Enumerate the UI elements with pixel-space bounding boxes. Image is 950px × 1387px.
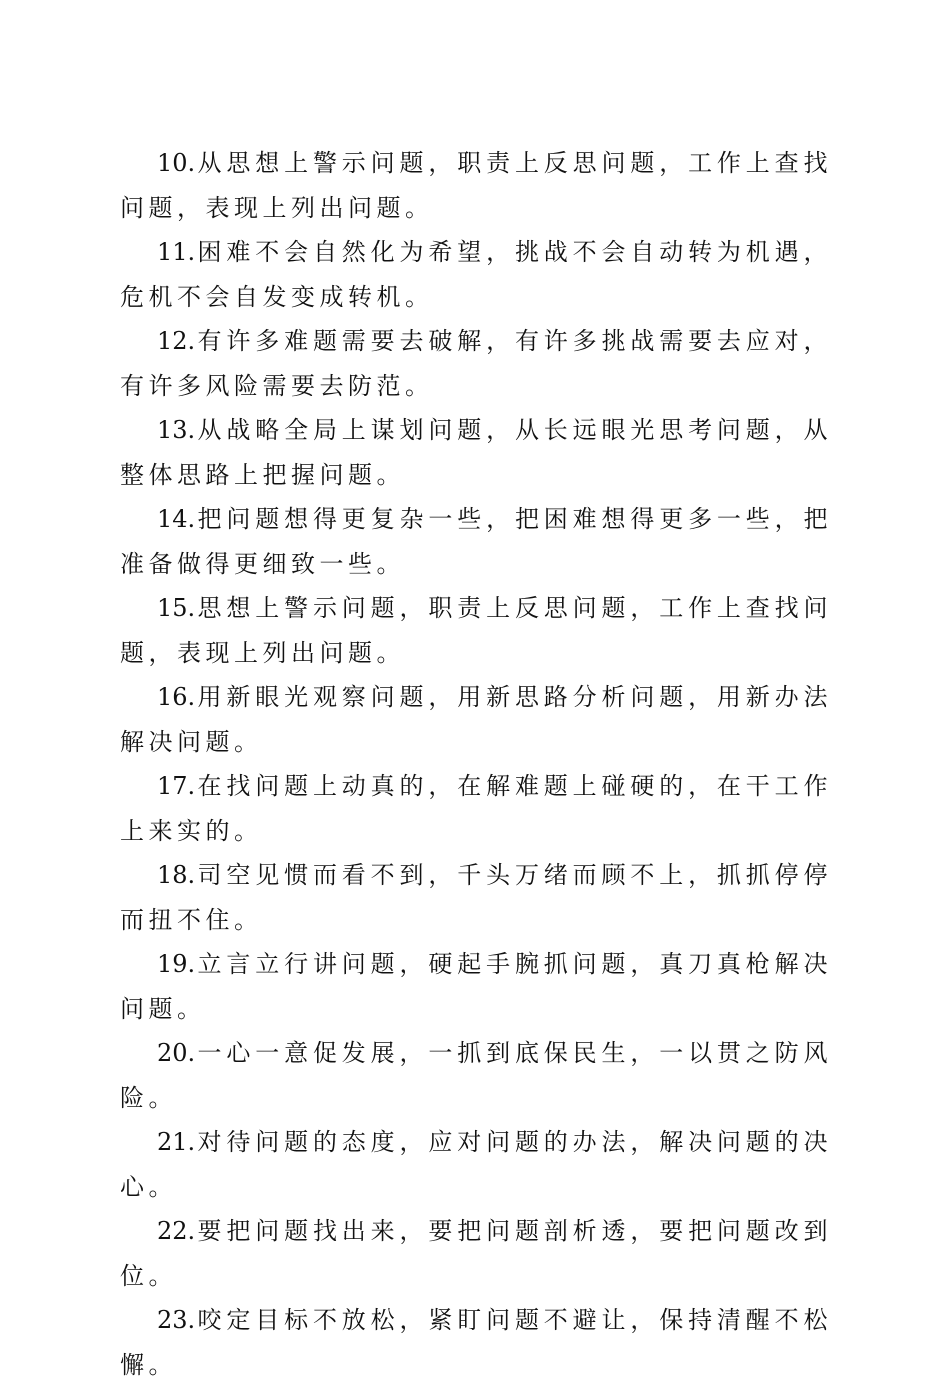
item-number: 13. — [157, 416, 196, 444]
item-text: 司空见惯而看不到，千头万绪而顾不上，抓抓停停而扭不住。 — [120, 861, 832, 934]
list-item — [120, 675, 832, 764]
item-number: 23. — [157, 1306, 196, 1334]
list-item — [120, 497, 832, 586]
list-item — [120, 319, 832, 408]
list-item — [120, 141, 832, 230]
item-text: 在找问题上动真的，在解难题上碰硬的，在干工作上来实的。 — [120, 772, 832, 845]
item-number: 20. — [157, 1039, 196, 1067]
item-number: 19. — [157, 950, 196, 978]
list-item — [120, 1120, 832, 1209]
item-number: 15. — [157, 594, 196, 622]
item-number: 22. — [157, 1217, 196, 1245]
list-item — [120, 230, 832, 319]
item-text: 咬定目标不放松，紧盯问题不避让，保持清醒不松懈。 — [120, 1306, 832, 1379]
item-text: 一心一意促发展，一抓到底保民生，一以贯之防风险。 — [120, 1039, 832, 1112]
item-text: 把问题想得更复杂一些，把困难想得更多一些，把准备做得更细致一些。 — [120, 505, 832, 578]
item-text: 从战略全局上谋划问题，从长远眼光思考问题，从整体思路上把握问题。 — [120, 416, 832, 489]
item-number: 17. — [157, 772, 196, 800]
list-item — [120, 1298, 832, 1387]
item-text: 有许多难题需要去破解，有许多挑战需要去应对，有许多风险需要去防范。 — [120, 327, 832, 400]
list-item — [120, 764, 832, 853]
item-text: 立言立行讲问题，硬起手腕抓问题，真刀真枪解决问题。 — [120, 950, 832, 1023]
item-text: 困难不会自然化为希望，挑战不会自动转为机遇，危机不会自发变成转机。 — [120, 238, 832, 311]
list-item — [120, 1209, 832, 1298]
item-text: 思想上警示问题，职责上反思问题，工作上查找问题，表现上列出问题。 — [120, 594, 832, 667]
list-item — [120, 408, 832, 497]
item-number: 18. — [157, 861, 196, 889]
list-item — [120, 586, 832, 675]
item-number: 12. — [157, 327, 196, 355]
item-number: 21. — [157, 1128, 196, 1156]
numbered-list — [120, 141, 832, 1387]
list-item — [120, 1031, 832, 1120]
list-item — [120, 942, 832, 1031]
list-item — [120, 853, 832, 942]
item-number: 11. — [157, 238, 196, 266]
item-text: 用新眼光观察问题，用新思路分析问题，用新办法解决问题。 — [120, 683, 832, 756]
item-text: 对待问题的态度，应对问题的办法，解决问题的决心。 — [120, 1128, 832, 1201]
item-number: 10. — [157, 149, 196, 177]
item-number: 14. — [157, 505, 196, 533]
item-number: 16. — [157, 683, 196, 711]
item-text: 要把问题找出来，要把问题剖析透，要把问题改到位。 — [120, 1217, 832, 1290]
item-text: 从思想上警示问题，职责上反思问题，工作上查找问题，表现上列出问题。 — [120, 149, 832, 222]
